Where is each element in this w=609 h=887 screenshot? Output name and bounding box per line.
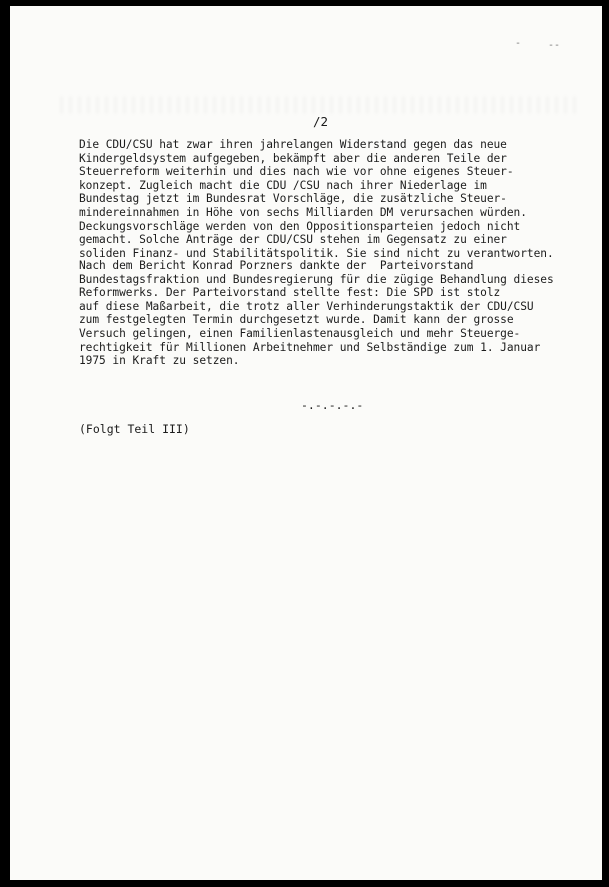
section-separator: -.-.-.-.-	[301, 398, 364, 412]
text-line: Bundestag jetzt im Bundesrat Vorschläge, die zusätzliche Steuer-	[79, 192, 507, 206]
text-line: rechtigkeit für Millionen Arbeitnehmer und Selbständige zum 1. Januar	[79, 340, 541, 354]
text-line: soliden Finanz- und Stabilitätspolitik. Sie sind nicht zu verantworten.	[79, 246, 554, 260]
top-mark-right: --	[548, 40, 561, 51]
top-mark-left: -	[515, 38, 522, 49]
text-line: Nach dem Bericht Konrad Porzners dankte der Parteivorstand	[79, 259, 474, 272]
scan-noise	[60, 96, 580, 114]
text-line: Deckungsvorschläge werden von den Oppositionsparteien jedoch nicht	[79, 219, 521, 233]
text-line: mindereinnahmen in Höhe von sechs Milliarden DM verursachen würden.	[79, 205, 527, 219]
document-page	[10, 6, 602, 880]
text-line: konzept. Zugleich macht die CDU /CSU nach ihrer Niederlage im	[79, 178, 487, 192]
text-line: Steuerreform weiterhin und dies nach wie vor ohne eigenes Steuer-	[79, 165, 514, 179]
text-line: Bundestagsfraktion und Bundesregierung für die zügige Behandlung dieses	[79, 272, 554, 286]
text-line: auf diese Maßarbeit, die trotz aller Verhinderungstaktik der CDU/CSU	[79, 299, 534, 313]
text-line: Die CDU/CSU hat zwar ihren jahrelangen Widerstand gegen das neue	[79, 138, 507, 151]
text-line: zum festgelegten Termin durchgesetzt wurde. Damit kann der grosse	[79, 313, 514, 327]
continuation-note: (Folgt Teil III)	[79, 422, 190, 436]
text-line: Versuch gelingen, einen Familienlastenausgleich und mehr Steuerge-	[79, 326, 521, 340]
paragraph-1	[79, 138, 599, 260]
text-line: Reformwerks. Der Parteivorstand stellte fest: Die SPD ist stolz	[79, 286, 501, 300]
punch-hole	[2, 866, 7, 871]
text-line: gemacht. Solche Anträge der CDU/CSU stehen im Gegensatz zu einer	[79, 233, 507, 247]
paragraph-2	[79, 259, 599, 368]
text-line: Kindergeldsystem aufgegeben, bekämpft aber die anderen Teile der	[79, 151, 507, 165]
page-reference: /2	[313, 114, 329, 129]
text-line: 1975 in Kraft zu setzen.	[79, 354, 240, 368]
